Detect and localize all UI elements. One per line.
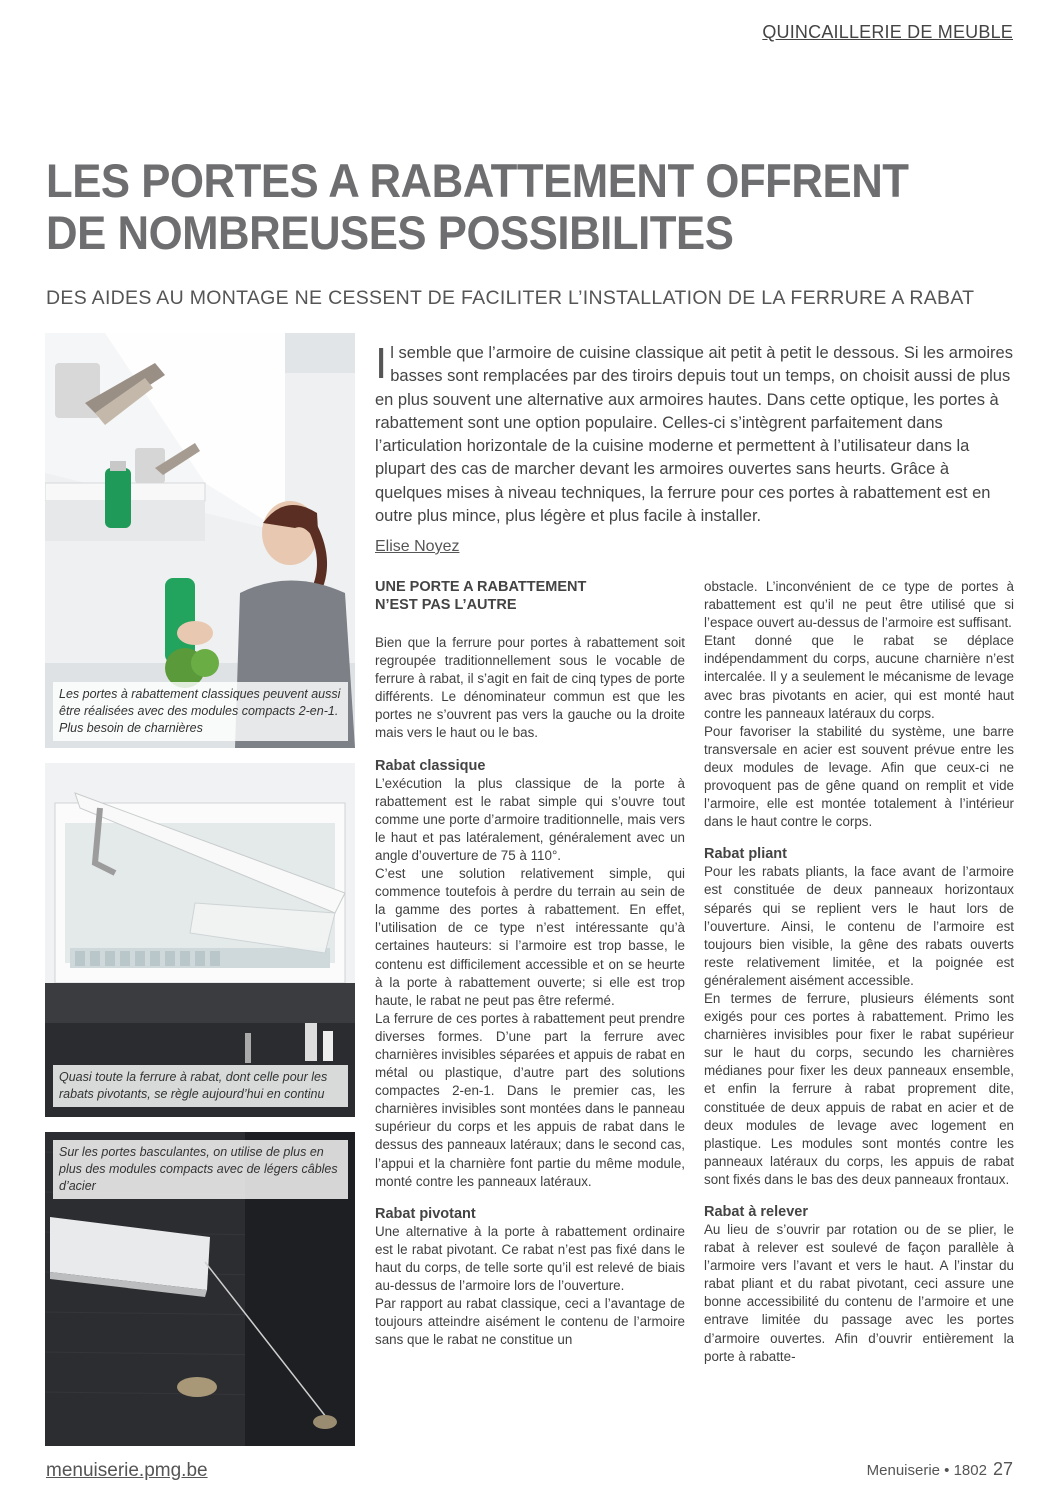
title-line-1: LES PORTES A RABATTEMENT OFFRENT xyxy=(46,154,909,207)
paragraph: obstacle. L’inconvénient de ce type de portes à rabattement est qu’il ne peut être utilisé que si l’espace ouvert au-dessus de l’armoire est suffisant. xyxy=(704,579,1014,631)
footer-issue xyxy=(867,1459,1013,1480)
heading-line-2: N’EST PAS L’AUTRE xyxy=(375,597,517,613)
intro-text: l semble que l’armoire de cuisine classique ait petit à petit le dessous. Si les armoires basses sont remplacées par des tiroirs depuis tout un temps, on choisit aussi de plus en plus souvent une alternative aux armoires hautes. Dans cette optique, les portes à rabattement sont une option populaire. Celles-ci s’intègrent parfaitement dans l’articulation horizontale de la cuisine moderne et permettent à l’utilisateur dans la plupart des cas de marcher devant les armoires ouvertes sans heurts. Grâce à quelques mises à niveau techniques, la ferrure pour ces portes à rabattement est en outre plus mince, plus légère et plus facile à installer. xyxy=(375,344,1013,526)
heading-une-porte xyxy=(375,578,685,614)
title-line-2: DE NOMBREUSES POSSIBILITES xyxy=(46,206,734,259)
paragraph: La ferrure de ces portes à rabattement peut prendre diverses formes. D’une part la ferrure avec charnières invisibles séparées et appuis de rabat en métal ou plastique, d’autre part des solutions compactes 2-en-1. Dans le premier cas, les charnières invisibles sont montées dans le panneau supérieur du corps et les appuis de rabat dans le dessus des panneaux latéraux; dans le second cas, l’appui et la charnière font partie du même module, monté contre les panneaux latéraux. xyxy=(375,1010,685,1189)
article-title xyxy=(46,155,909,259)
paragraph: Par rapport au rabat classique, ceci a l’avantage de toujours atteindre aisément le contenu de l’armoire sans que le rabat ne constitue un xyxy=(375,1296,685,1348)
photo-kitchen-woman xyxy=(45,333,355,748)
article-subtitle: DES AIDES AU MONTAGE NE CESSENT DE FACILITER L’INSTALLATION DE LA FERRURE A RABAT xyxy=(46,287,975,309)
paragraph: L’exécution la plus classique de la porte à rabattement est le rabat simple qui s’ouvre tout comme une porte d’armoire traditionnelle, mais vers le haut et pas latéralement, généralement avec un angle d’ouverture de 75 à 110°. xyxy=(375,775,685,863)
body-column-1 xyxy=(375,578,685,1349)
photo-flap-cabinet xyxy=(45,763,355,1117)
magazine-issue: Menuiserie • 1802 xyxy=(866,1462,987,1479)
page-number: 27 xyxy=(992,1459,1013,1479)
caption-photo-3: Sur les portes basculantes, on utilise de plus en plus des modules compacts avec de légers câbles d’acier xyxy=(53,1140,348,1199)
caption-photo-1: Les portes à rabattement classiques peuvent aussi être réalisées avec des modules compacts 2-en-1. Plus besoin de charnières xyxy=(53,682,348,741)
heading-line-1: UNE PORTE A RABATTEMENT xyxy=(375,579,587,595)
photo-compact-module xyxy=(45,1132,355,1446)
paragraph: Etant donné que le rabat se déplace indépendamment du corps, aucune charnière n’est intercalée. Il y a seulement le mécanisme de levage avec bras pivotants en acier, qui est monté haut contre les panneaux latéraux du corps. xyxy=(704,633,1014,721)
paragraph: En termes de ferrure, plusieurs éléments sont exigés pour ces portes à rabattement. Primo les charnières invisibles pour fixer le rabat supérieur sur le haut du corps, secundo les charnières médianes pour fixer les deux panneaux ensemble, et enfin la ferrure à rabat proprement dite, constituée de deux appuis de rabat en acier et de deux modules de levage avec logement en plastique. Les modules sont montés contre les panneaux latéraux du corps, les appuis de rabat sont fixés dans le bas des deux panneaux frontaux. xyxy=(704,990,1014,1187)
body-column-2 xyxy=(704,578,1014,1366)
paragraph: Bien que la ferrure pour portes à rabattement soit regroupée traditionnellement sous le vocable de ferrure à rabat, il s’agit en fait de cinq types de porte différents. Le dénominateur commun est que les portes ne s’ouvrent pas vers la gauche ou la droite mais vers le haut ou le bas. xyxy=(375,635,685,741)
footer-website-link[interactable]: menuiserie.pmg.be xyxy=(46,1460,208,1481)
heading-rabat-pliant: Rabat pliant xyxy=(704,846,787,863)
heading-rabat-pivotant: Rabat pivotant xyxy=(375,1205,476,1222)
author-name[interactable]: Elise Noyez xyxy=(375,538,460,555)
flap-cabinet-illustration xyxy=(45,763,355,1117)
paragraph: Une alternative à la porte à rabattement ordinaire est le rabat pivotant. Ce rabat n’est pas fixé dans le haut du corps, de telle sorte qu’il est relevé de biais au-dessus de l’armoire lors de l’ouverture. xyxy=(375,1223,685,1293)
intro-paragraph xyxy=(375,339,1015,528)
paragraph: Pour les rabats pliants, la face avant de l’armoire est constituée de deux panneaux horizontaux séparés qui se replient vers le haut lors de l’ouverture. Ainsi, le contenu de l’armoire est toujours bien visible, la gêne des rabats ouverts reste relativement limitée, et la poignée est généralement aisément accessible. xyxy=(704,864,1014,988)
intro-dropcap: I xyxy=(375,339,388,388)
section-label[interactable]: QUINCAILLERIE DE MEUBLE xyxy=(762,22,1013,42)
paragraph: Pour favoriser la stabilité du système, une barre transversale en acier est souvent prévue entre les deux modules de levage. Afin que ceux-ci ne provoquent pas de gêne quand on remplit et vide l’armoire, elle est montée totalement à l’intérieur dans le haut contre le corps. xyxy=(704,723,1014,830)
paragraph: C’est une solution relativement simple, qui commence toutefois à perdre du terrain au sein de la gamme des portes à rabattement. En effet, l’utilisation de ce type n’est intéressante qu’à certaines hauteurs: si l’armoire est trop basse, le contenu est difficilement accessible et on se heurte à la porte à rabattement ouverte; si elle est trop haute, le rabat ne peut pas être refermé. xyxy=(375,866,685,1008)
paragraph: Au lieu de s’ouvrir par rotation ou de se plier, le rabat à relever est soulevé de façon parallèle à l’armoire vers l’avant et vers le haut. A l’instar du rabat pliant et du rabat pivotant, ceci assure une bonne accessibilité du contenu de l’armoire et une entrave limitée du passage avec les portes d’armoire ouvertes. Afin d’ouvrir entièrement la porte à rabatte- xyxy=(704,1222,1014,1364)
heading-rabat-a-relever: Rabat à relever xyxy=(704,1204,808,1220)
caption-photo-2: Quasi toute la ferrure à rabat, dont celle pour les rabats pivotants, se règle aujourd’hui en continu xyxy=(53,1065,348,1107)
heading-rabat-classique: Rabat classique xyxy=(375,757,486,774)
